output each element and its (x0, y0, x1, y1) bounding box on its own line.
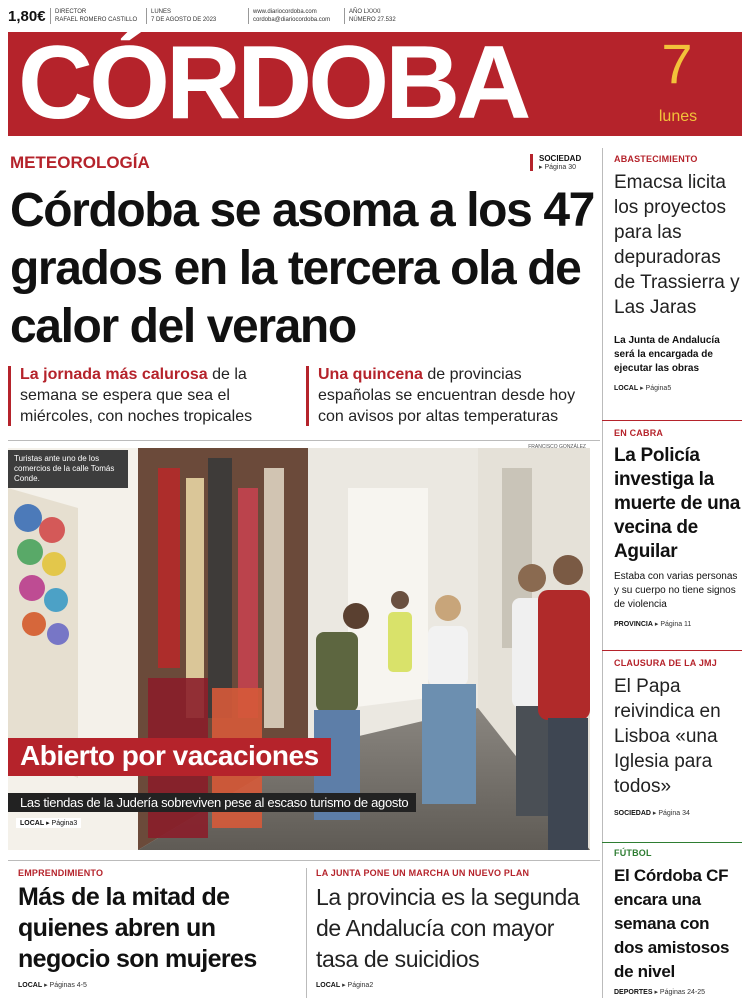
masthead-logo: CÓRDOBA (18, 25, 528, 141)
sub1-marker (8, 366, 11, 426)
web-info (248, 8, 345, 24)
sidebar-story-4[interactable] (614, 848, 742, 996)
sidebar-3-headline: El Papa reivindica en Lisboa «una Iglesia para todos» (614, 676, 721, 797)
bottom-1-headline: Más de la mitad de quienes abren un negocio son mujeres (18, 883, 257, 973)
lead-ref[interactable] (530, 154, 601, 171)
photo-title[interactable]: Abierto por vacaciones (8, 738, 331, 776)
sidebar-3-section: CLAUSURA DE LA JMJ (614, 658, 717, 668)
sidebar-1-headline: Emacsa licita los proyectos para las depuradoras de Trassierra y Las Jaras (614, 172, 740, 318)
sidebar-story-3[interactable] (614, 658, 742, 817)
price: 1,80€ (8, 8, 46, 25)
lead-subhead-1: La jornada más calurosa de la semana se espera que sea el miércoles, con noches tropicales (20, 366, 253, 425)
website-link[interactable]: www.diariocordoba.com (253, 9, 317, 15)
divider (8, 440, 600, 441)
sidebar-story-2[interactable] (614, 428, 744, 628)
email-link[interactable]: cordoba@diariocordoba.com (253, 17, 331, 23)
photo-credit: FRANCISCO GONZÁLEZ (528, 444, 586, 450)
lead-ref-section: SOCIEDAD (539, 154, 582, 163)
masthead (8, 25, 742, 141)
sidebar-1-summary: La Junta de Andalucía será la encargada de ejecutar las obras (614, 335, 720, 374)
sub2-marker (306, 366, 309, 426)
day-name: lunes (658, 108, 698, 125)
director-info: DIRECTOR RAFAEL ROMERO CASTILLO (50, 8, 145, 24)
bottom-story-2[interactable] (316, 868, 596, 989)
lead-ref-page: ▸ Página 30 (539, 164, 576, 171)
issue-info: AÑO LXXXI NÚMERO 27.532 (344, 8, 419, 24)
sidebar-2-headline: La Policía investiga la muerte de una vecina de Aguilar (614, 445, 740, 562)
street-photo-illustration (8, 448, 590, 850)
column-separator (306, 868, 307, 998)
sidebar-4-ref: DEPORTES ▸ Páginas 24-25 (614, 989, 706, 996)
sidebar-4-section: FÚTBOL (614, 848, 652, 858)
sidebar-story-1[interactable] (614, 154, 742, 392)
sidebar-2-summary: Estaba con varias personas y su cuerpo no tiene signos de violencia (614, 571, 738, 610)
bottom-2-section: LA JUNTA PONE UN MARCHA UN NUEVO PLAN (316, 868, 530, 878)
sidebar-3-ref: SOCIEDAD ▸ Página 34 (614, 810, 690, 817)
bottom-story-1[interactable] (18, 868, 302, 989)
lead-subhead-2: Una quincena de provincias españolas se encuentran desde hoy con avisos por altas temperaturas (318, 366, 576, 425)
date-info: LUNES 7 DE AGOSTO DE 2023 (146, 8, 241, 24)
lead-headline[interactable]: Córdoba se asoma a los 47 grados en la tercera ola de calor del verano (10, 184, 594, 353)
bottom-1-section: EMPRENDIMIENTO (18, 868, 104, 878)
lead-section: METEOROLOGÍA (10, 153, 150, 172)
divider (602, 842, 742, 843)
photo-caption: Turistas ante uno de los comercios de la calle Tomás Conde. (8, 450, 128, 488)
sidebar-2-section: EN CABRA (614, 428, 664, 438)
bottom-2-ref: LOCAL ▸ Página2 (316, 982, 374, 989)
divider (602, 420, 742, 421)
sidebar-4-headline: El Córdoba CF encara una semana con dos amistosos de nivel (614, 866, 730, 981)
photo-subtitle: Las tiendas de la Judería sobreviven pese al escaso turismo de agosto (8, 793, 416, 812)
bottom-2-headline: La provincia es la segunda de Andalucía con mayor tasa de suicidios (316, 884, 580, 972)
divider (602, 650, 742, 651)
sidebar-2-ref: PROVINCIA ▸ Página 11 (614, 621, 692, 628)
photo-ref[interactable]: LOCAL ▸ Página3 (16, 818, 81, 828)
divider (8, 860, 600, 861)
day-number: 7 (661, 32, 693, 95)
column-separator (602, 148, 603, 998)
bottom-1-ref: LOCAL ▸ Páginas 4-5 (18, 982, 87, 989)
sidebar-1-section: ABASTECIMIENTO (614, 154, 698, 164)
sidebar-1-ref: LOCAL ▸ Página5 (614, 385, 672, 392)
main-photo[interactable] (8, 444, 590, 850)
